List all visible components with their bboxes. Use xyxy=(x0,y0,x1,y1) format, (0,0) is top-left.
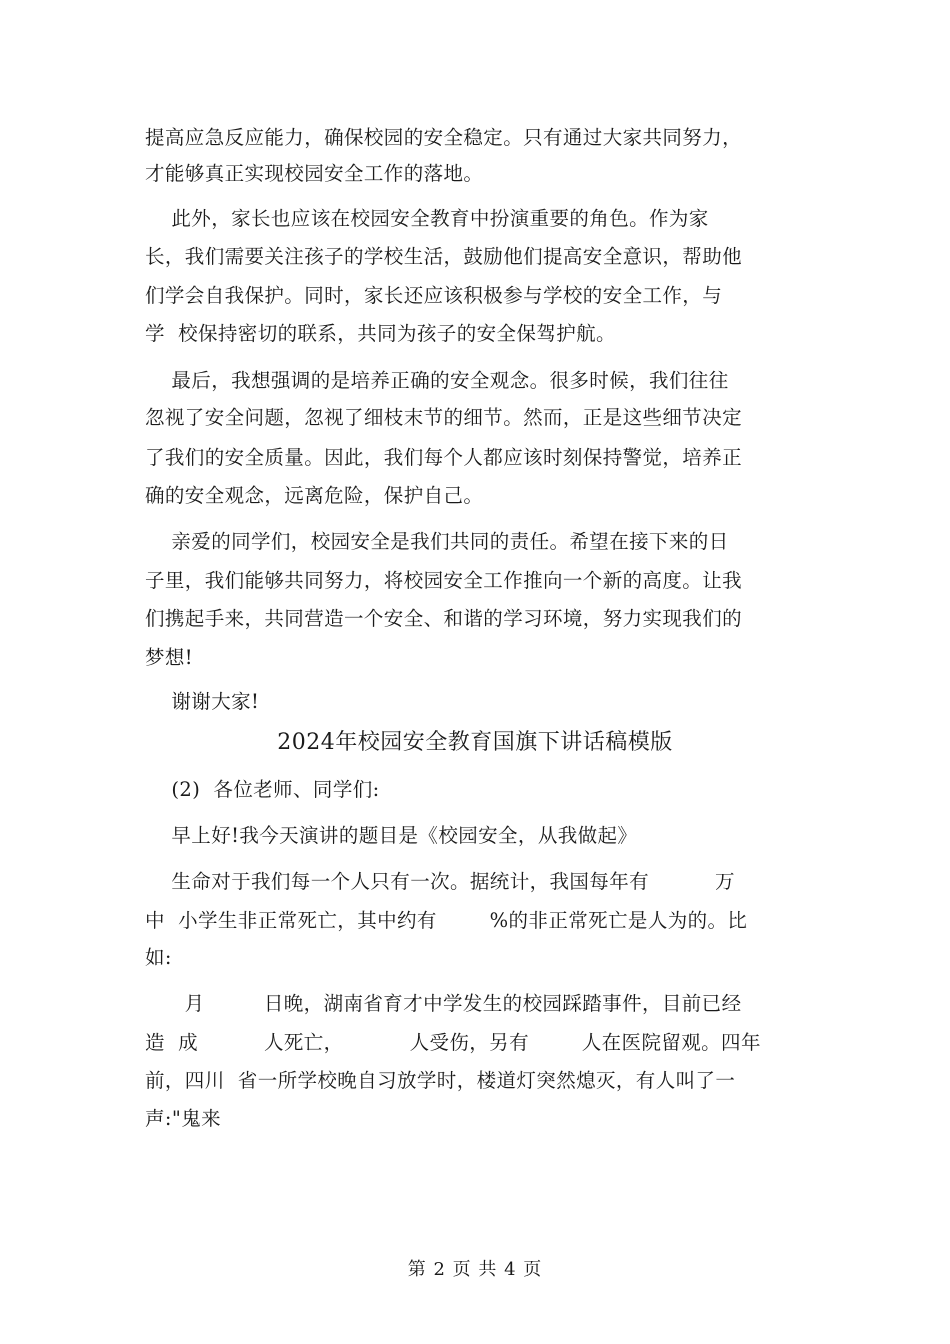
body-text-line: 梦想! xyxy=(145,646,194,669)
body-text-line: 提高应急反应能力，确保校园的安全稳定。只有通过大家共同努力， xyxy=(145,126,743,149)
body-text-line: 早上好!我今天演讲的题目是《校园安全，从我做起》 xyxy=(145,824,638,847)
body-text-line: 子里，我们能够共同努力，将校园安全工作推向一个新的高度。让我 xyxy=(145,569,743,592)
body-text-line: 谢谢大家! xyxy=(145,690,260,713)
body-text-line: 们学会自我保护。同时，家长还应该积极参与学校的安全工作，与 xyxy=(145,284,723,307)
body-text-line: 确的安全观念，远离危险，保护自己。 xyxy=(145,484,484,507)
body-text-line: 生命对于我们每一个人只有一次。据统计，我国每年有 万 xyxy=(145,870,735,893)
body-text-line: 声:"鬼来 xyxy=(145,1107,222,1130)
body-text-line: 忽视了安全问题，忽视了细枝末节的细节。然而，正是这些细节决定 xyxy=(145,406,743,429)
body-text-line: 造 成 人死亡， 人受伤，另有 人在医院留观。四年 xyxy=(145,1031,761,1054)
body-text-line: 长，我们需要关注孩子的学校生活，鼓励他们提高安全意识，帮助他 xyxy=(145,245,743,268)
body-text-line: 们携起手来，共同营造一个安全、和谐的学习环境，努力实现我们的 xyxy=(145,607,743,630)
body-text-line: 学 校保持密切的联系，共同为孩子的安全保驾护航。 xyxy=(145,322,616,345)
body-text-line: 才能够真正实现校园安全工作的落地。 xyxy=(145,162,484,185)
body-text-line: 亲爱的同学们，校园安全是我们共同的责任。希望在接下来的日 xyxy=(145,530,729,553)
section-title: 2024年校园安全教育国旗下讲话稿模版 xyxy=(277,730,673,755)
body-text-line: 如: xyxy=(145,946,172,969)
body-text-line: (2) 各位老师、同学们: xyxy=(145,778,380,801)
body-text-line: 前，四川 省一所学校晚自习放学时，楼道灯突然熄灭，有人叫了一 xyxy=(145,1069,736,1092)
body-text-line: 中 小学生非正常死亡，其中约有 %的非正常死亡是人为的。比 xyxy=(145,909,748,932)
body-text-line: 了我们的安全质量。因此，我们每个人都应该时刻保持警觉，培养正 xyxy=(145,446,743,469)
page-footer: 第 2 页 共 4 页 xyxy=(407,1259,543,1280)
body-text-line: 最后，我想强调的是培养正确的安全观念。很多时候，我们往往 xyxy=(145,369,729,392)
body-text-line: 此外，家长也应该在校园安全教育中扮演重要的角色。作为家 xyxy=(145,207,709,230)
body-text-line: 月 日晚，湖南省育才中学发生的校园踩踏事件，目前已经 xyxy=(145,992,742,1015)
